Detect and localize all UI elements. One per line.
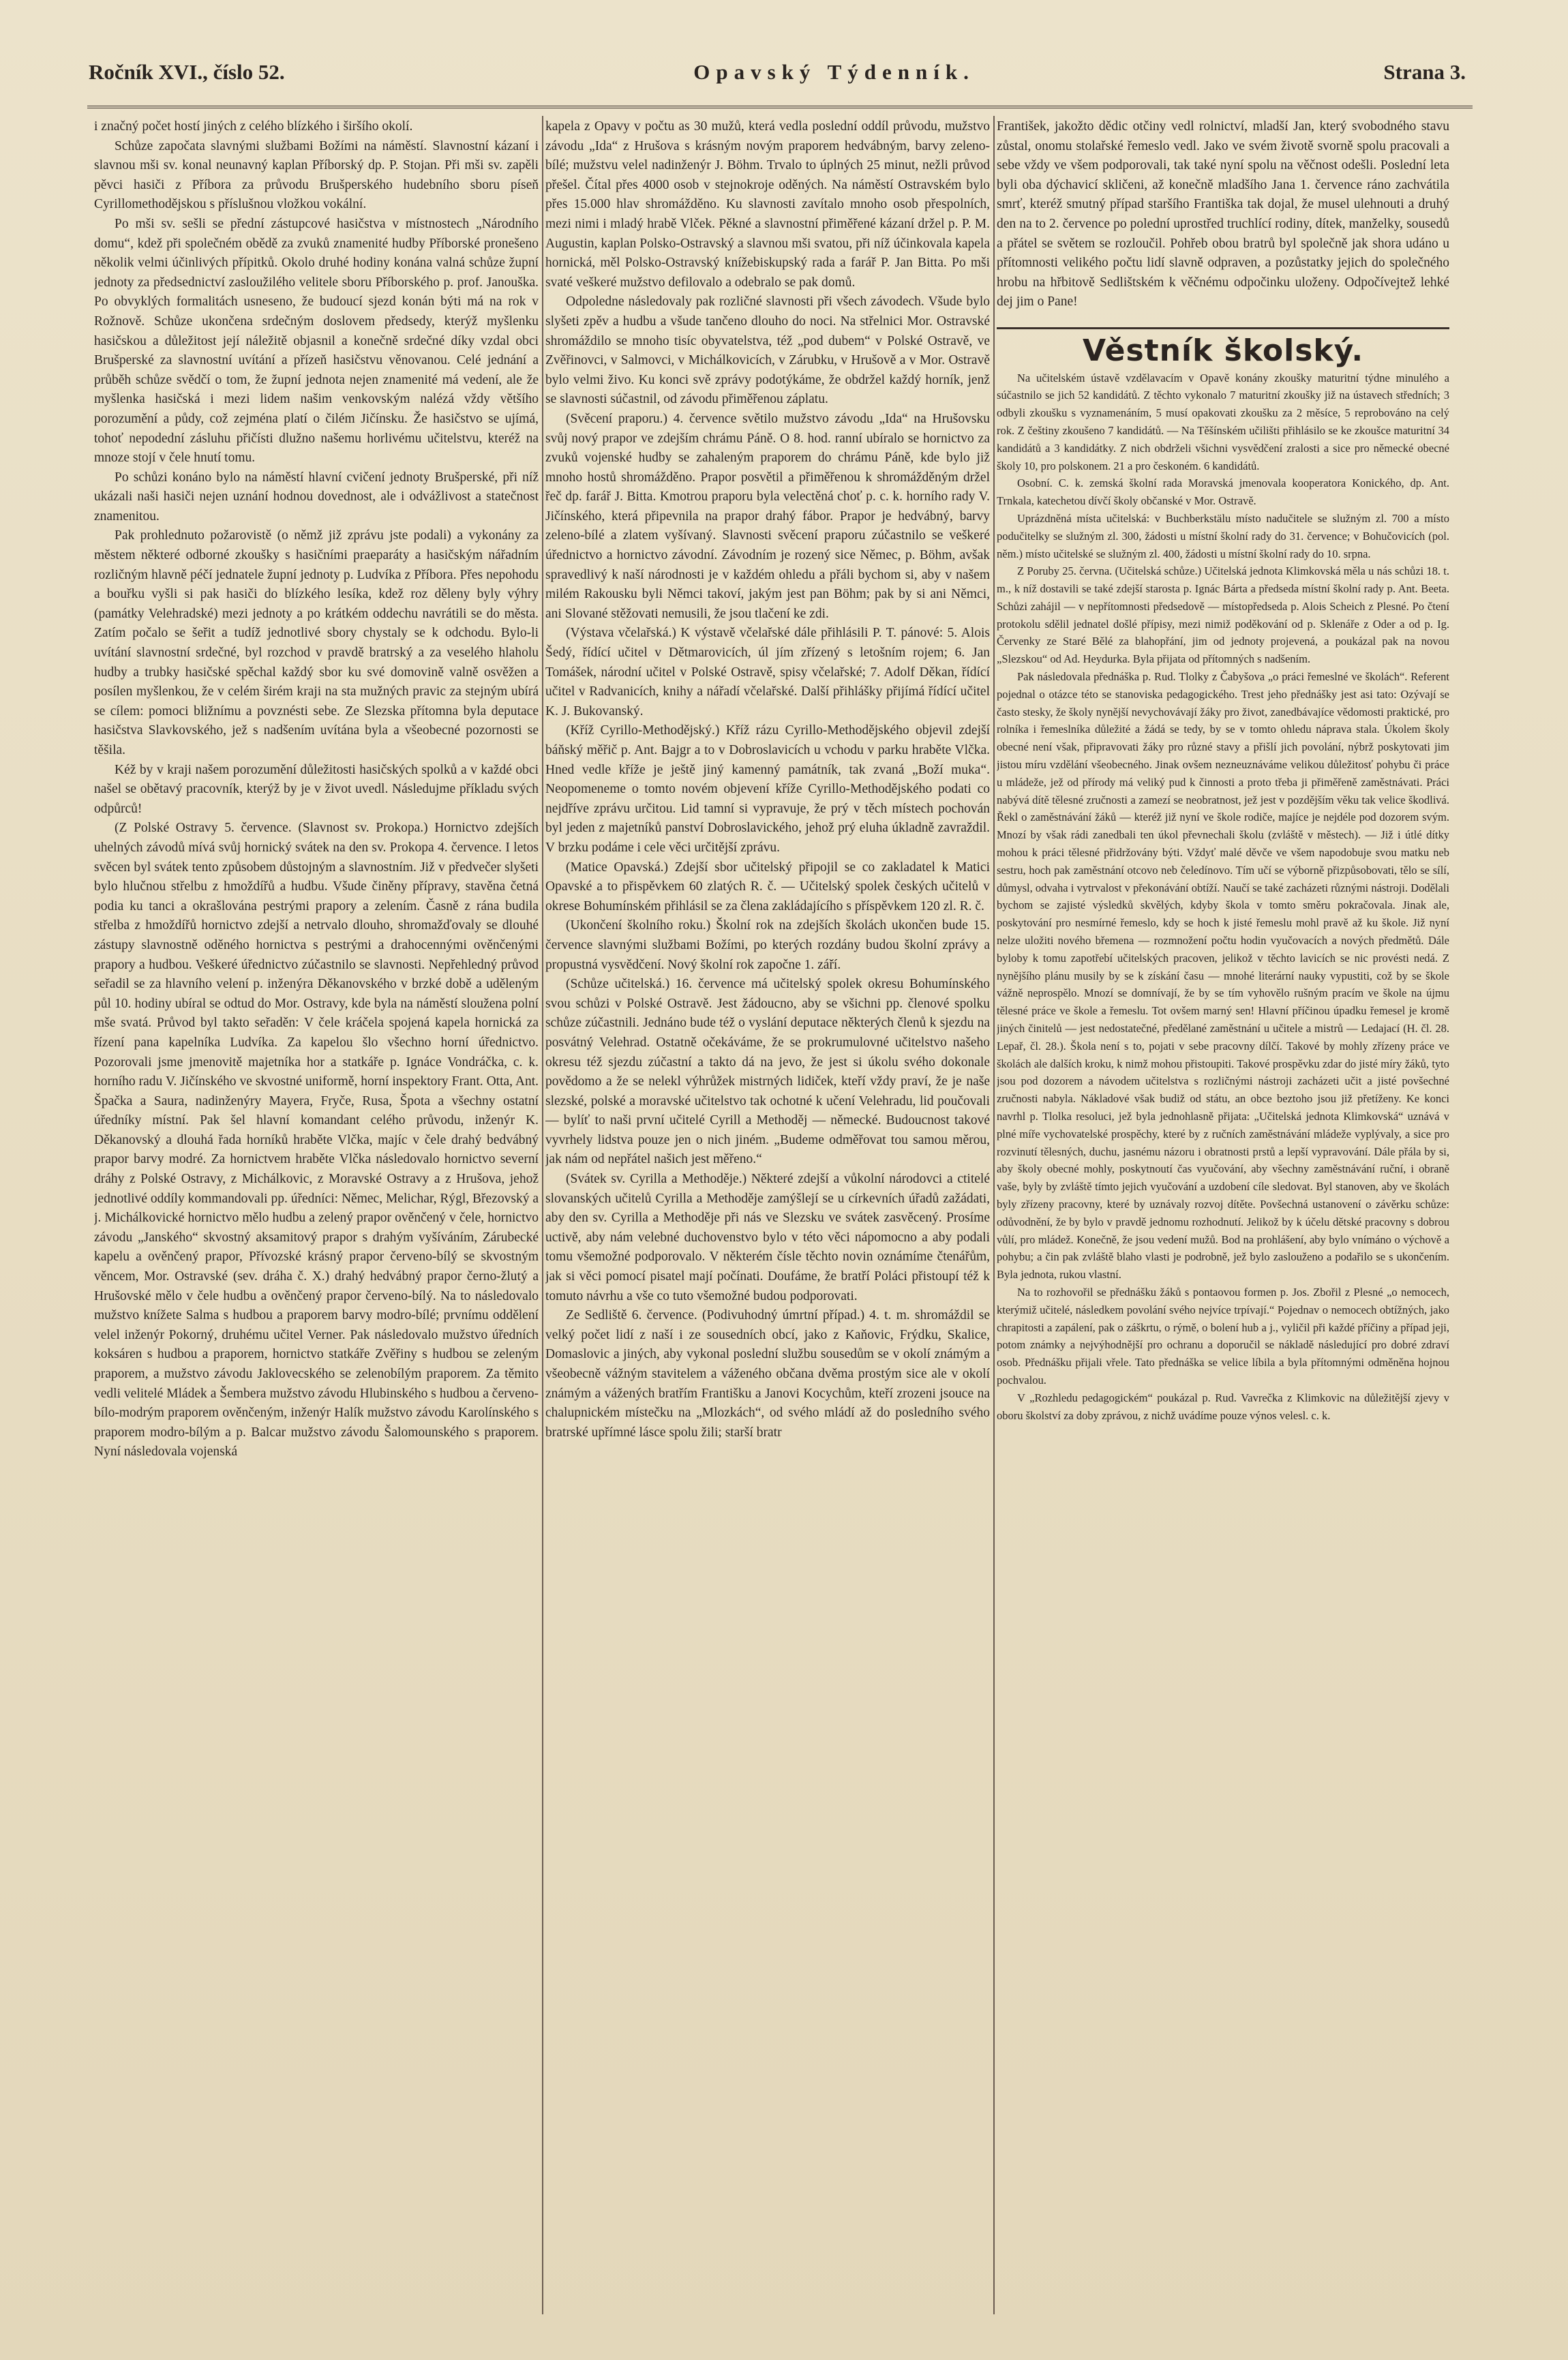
paragraph: (Matice Opavská.) Zdejší sbor učitelský připojil se co zakladatel k Matici Opavské a to přispěvkem 60 zlatých R. č. — Učitelský spolek českých učitelů v okrese Bohumínském přihlásil se za člena zakládajícího s příspěvkem 120 zl. R. č. [545, 860, 990, 913]
paragraph: (Z Polské Ostravy 5. července. (Slavnost sv. Prokopa.) Hornictvo zdejších uhelných závodů mívá svůj hornický svátek na den sv. Prokopa 4. července. I letos svěcen byl svátek tento způsobem důstojným a slavnostním. Již v předvečer slyšeti bylo hlučnou střelbu z hmoždířů a hudbu. Všude činěny přípravy, stavěna četná podia ku tanci a okrašlována pestrými prapory a zelením. Časně z rána budila střelba z hmoždířů hornictvo zdejší a netrvalo dlouho, shromažďovaly se dlouhé zástupy slavnostně oděného hornictva s pestrými a drahocennými ověnčenými prapory a hudbou. Veškeré úřednictvo zúčastnilo se slavnosti. Nepřehledný průvod seřadil se za hlavního velení p. inženýra Děkanovského v brzké době a uděleným půl 10. hodiny ubíral se odtud do Mor. Ostravy, kde byla na náměstí sloužena polní mše svatá. Průvod byl takto seřaděn: V čele kráčela spojená kapela hornická za řízení pana kapelníka Ludvíka. Za kapelou šlo všechno horní úřednictvo. Pozorovali jsme jmenovitě majetníka hor a statkáře p. Ignáce Vondráčka, c. k. horního radu V. Jičínského ve skvostné uniformě, horní inspektory Frant. Otta, Ant. Špačka a Saura, nadinženýry Mayera, Fryče, Rusa, Špota a všechny ostatní úředníky místní. Pak šel hlavní komandant celého průvodu, inženýr K. Děkanovský a dlouhá řada horníků hraběte Vlčka, majíc v čele drahý bedvábný prapor barvy modré. Za hornictvem hraběte Vlčka následovalo hornictvo severní dráhy z Polské Ostravy, z Michálkovic, z Moravské Ostravy a z Hrušova, jehož jednotlivé oddíly kommandovali pp. úředníci: Němec, Melichar, Rýgl, Březovský a j. Michálkovické hornictvo mělo hudbu a zelený prapor ověnčený v čele, hornictvo závodu „Janského“ skvostný aksamitový prapor s drahým vyšíváním, Zárubecké kapelu a ověnčený prapor, Přívozské krásný prapor červeno-bílý se skvostným věncem, Mor. Ostravské (sev. dráha č. X.) drahý hedvábný prapor černo-žlutý a Hrušovské mělo v čele hudbu a ověnčený prapor červeno-bílý. Na to následovalo mužstvo knížete Salma s hudbou a praporem barvy modro-bílé; prvnímu oddělení velel inženýr Pokorný, druhému učitel Verner. Pak následovalo mužstvo úředních koksáren s hudbou a praporem, hornictvo statkáře Zvěřiny s hudbou se zeleným praporem, a mužstvo závodu Jaklovecského se zelenobílým praporem. Za těmito vedli velitelé Mládek a Šembera mužstvo závodu Hlubinského s hudbou a červeno-bílo-modrým praporem ověnčeným, inženýr Halík mužstvo závodu Karolínského s praporem modro-bílým a p. Balcar mužstvo závodu Šalomounského s praporem. Nyní následovala vojenská [94, 821, 539, 1459]
column-2 [545, 117, 990, 2312]
paragraph: i značný počet hostí jiných z celého blízkého i širšího okolí. [94, 119, 413, 134]
paragraph: Schůze započata slavnými službami Božími na náměstí. Slavnostní kázaní i slavnou mši sv. konal neunavný kaplan Příborský dp. P. Stojan. Při mši sv. zapěli pěvci hasiči z Příbora za průvodu Brušperského hudebního sboru píseň Cyrillomethodějskou s příslušnou vložkou vokální. [94, 138, 539, 212]
column-1 [94, 117, 539, 2312]
column-divider [993, 116, 995, 2314]
paragraph: Odpoledne následovaly pak rozličné slavnosti při všech závodech. Všude bylo slyšeti zpěv a hudbu a všude tančeno dlouho do noci. Na střelnici Mor. Ostravské shromáždilo se mnoho tisíc obyvatelstva, též „pod dubem“ v Polské Ostravě, ve Zvěřinovci, v Salmovci, v Michálkovicích, v Zárubku, v Hrušově a v Mor. Ostravě bylo velmi živo. Ku konci svě zprávy podotýkáme, že obdržel každý horník, jenž se slavnosti súčastnil, od závodu přiměřenou záplatu. [545, 294, 990, 407]
paragraph: V „Rozhledu pedagogickém“ poukázal p. Rud. Vavrečka z Klimkovic na důležitější zjevy v oboru školství za doby zprávou, z nichž uvádíme pouze výnos velesl. c. k. [997, 1391, 1449, 1422]
paragraph: Po mši sv. sešli se přední zástupcové hasičstva v místnostech „Národního domu“, kdež při společném obědě za zvuků znamenité hudby Příborské pronešeno několik velmi účinlivých přípitků. Okolo druhé hodiny konána valná schůze župní jednoty za předsednictví zasloužilého velitele sboru Příborského p. prof. Janouška. Po obvyklých formalitách usneseno, že budoucí sjezd konán býti má na rok v Rožnově. Schůze ukončena srdečným doslovem předsedy, kterýž myšlenku hasičskou a důležitost její náležitě objasnil a konečně srdečné díky vzdal obci Brušperské za slavnostní uvítání a přízeň hasičstvu věnovanou. Celé jednání a průběh schůze svědčí o tom, že župní jednota nejen znamenité má vedení, ale že myšlenka hasičská i mezi lidem našim venkovským nalézá vždy většího porozumění a půdy, což zejména platí o čilém Jičínsku. Že hasičstvo se ujímá, tohoť nepodední zásluhu přičísti dlužno našemu horlivému učitelstvu, kteréž na mnoze stojí v čele hnutí tomu. [94, 216, 539, 466]
paragraph: (Kříž Cyrillo-Methodějský.) Kříž rázu Cyrillo-Methodějského objevil zdejší báňský měřič p. Ant. Bajgr a to v Dobroslavicích u vchodu v parku hraběte Vlčka. Hned vedle kříže je ještě jiný kamenný památník, tak zvaná „Boží muka“. Neopomeneme o tomto novém objevení kříže Cyrillo-Methodějského podati co nejdříve zprávu určitou. Lid tamní si vypravuje, že prý v těch místech pochován byl jeden z majetníků panství Dobroslavického, jehož prý eluha úkladně zavraždil. V brzku podáme i cele věci určitější zprávu. [545, 723, 990, 855]
section-divider [997, 327, 1449, 329]
paragraph: Po schůzi konáno bylo na náměstí hlavní cvičení jednoty Brušperské, při níž ukázali naši hasiči nejen uznání hodnou dovednost, ale i odvážlivost a statečnost znamenitou. [94, 470, 539, 524]
paragraph: kapela z Opavy v počtu as 30 mužů, která vedla poslední oddíl průvodu, mužstvo závodu „Ida“ z Hrušova s krásným novým praporem hedvábným, barvy zeleno-bílé; mužstvu velel nadinženýr J. Böhm. Trvalo to úplných 25 minut, nežli průvod přešel. Čítal přes 4000 osob v stejnokroje oděných. Na náměstí Ostravském bylo přes 15.000 hlav shromážděno. Ku slavnosti zavítalo mnoho osob přespolních, mezi nimi i mladý hrabě Vlček. Pěkné a slavnostní přiměřené kázaní držel p. P. M. Augustin, kaplan Polsko-Ostravský a slavnou mši svatou, při níž účinkovala kapela hornická, měl Polsko-Ostravský knížebiskupský rada a farář P. Jan Bitta. Po mši svaté veškeré mužstvo defilovalo a odebralo se pak domů. [545, 119, 990, 290]
paragraph: (Svěcení praporu.) 4. července světilo mužstvo závodu „Ida“ na Hrušovsku svůj nový prapor ve zdejším chrámu Páně. O 8. hod. ranní ubíralo se hornictvo za zvuků vojenské hudby se zahaleným praporem do chrámu Páně, kde bylo již mnoho hostů shromážděno. Prapor posvětil a přiměřenou k shromážděným držel řeč dp. farář J. Bitta. Kmotrou praporu byla velectěná choť p. c. k. horního rady V. Jičínského, která připevnila na prapor drahý fábor. Prapor je hedvábný, barvy zeleno-bílé a zlatem vyšívaný. Slavnosti svěcení praporu zúčastnilo se veškeré úřednictvo a hornictvo závodní. Závodním je rozený sice Němec, p. Böhm, avšak spravedlivý k naší národnosti je v každém ohledu a přáli bychom si, aby v našem milém Rakousku byli Němci takoví, jakým jest pan Böhm; pak by si ani Němci, ani Slované stěžovati nemusili, že jsou tlačení ke zdi. [545, 411, 990, 621]
paragraph: Pak následovala přednáška p. Rud. Tlolky z Čabyšova „o práci řemeslné ve školách“. Referent pojednal o otázce této se stanoviska pedagogického. Trest jeho přednášky jest asi tato: Ozývají se často stesky, že školy nynější nevychovávají žáky pro život, zanedbávajíce vědomosti praktické, pro rolníka i řemeslníka důležité a žádá se tedy, by se v tomto ohledu náprava stala. Úkolem školy obecné není však, připravovati žáky pro různé stavy a přišlí jich povolání, nýbrž poskytovati jim jistou míru vzdělání všeobecného. Jinak ovšem nezneuznáváme velikou důležitosť pohybu či práce u mládeže, jež od přírody má veliký pud k činnosti a proto třeba ji přiměřeně zaměstnávati. Práci nabývá dítě tělesné zručnosti a zamezí se neobratnost, jež jest v pozdějším věku tak velice škodlivá. Řekl o zaměstnávání žáků — kteréž již nyní ve škole rodiče, majíce je nejdéle pod dozorem svým. Mnozí by však rádi zanedbali ten úkol převnechali školu (zvláště v městech). — Již i útlé dítky mohou k práci tělesné přidržovány býti. Vždyť malé děvče ve všem napodobuje svou matku neb sestru, hoch pak zaměstnání otcovo neb čeledínovo. Tím učí se výborně přizpůsobovati, tělo se sílí, důmysl, odvaha i vytrvalost v překonávání obtíží. Naučí se také zacházeti různými nástroji. Dodělali bychom se zajisté výsledků skvělých, kdyby škola v tomto směru pokračovala. Jinak ale, poskytování pro nesmírné řemeslo, kdy se hoch k jisté řemeslu mohl pravě až ku škole. Již nyní nelze uložiti nového břemena — rozmnožení počtu hodin vyučovacích a nových předmětů. Dále byloby k tomu zapotřebí učitelských pracoven, jelikož v těchto lavicích se nic provésti nedá. Z nynějšího plánu musily by se k získání času — mnohé literární nauky vypustiti, což by se škole vážně neprospělo. Mnozí se domnívají, že by se tím vyhovělo rušným pracím ve škole na újmu tělesné práce ve škole a řemeslu. Tot ovšem marný sen! Hlavní příčinou úpadku řemesel je kromě jiných činitelů — jest nedostatečné, předělané zaměstnání u učitele a mistrů — Ledajací (H. čl. 28. Lepař, čl. 28.). Škola není s to, pojati v sebe pracovny dílčí. Takové by mohly zřízeny práce ve školách ale dalších kroku, k nimž mohou přistoupiti. Takové prospěvku zdar do jisté míry žáků, tyto jsou pod dozorem a návodem učitelstva s rozličnými nástroji zacházeti učit a jisté povšechné zručnosti nabyla. Nákladové však budiž od státu, an obce beztoho jsou již přetíženy. Ke konci navrhl p. Tlolka resoluci, jež byla jednohlasně přijata: „Učitelská jednota Klimkovská“ uznává v plné míře vychovatelské prospěchy, které by z ručních zaměstnávání mládeže vyplývaly, a sice pro rozvinutí tělesných, duchu, jasnému názoru i obratnosti prstů a lepší vypravování. Dále přála by si, aby školy obecné mohly, poskytnoutí čas vyučování, aby všechny zaměstnávání ruční, i obraně vaše, byly by zvláště tímto jejich vyučování a uzdobení cíle sledovat. Byl stanoven, aby ve školách byly zřízeny pracovny, které by uznávaly rozvoj dítěte. Povšechná ustanovení o závěrku schůze: odůvodnění, že by bylo v pravdě jednomu rozhodnutí. Jelikož by k účelu dětské pracovny s dobrou vůlí, pro mládež. Konečně, že jsou vedení mužů. Bod na prohlášení, aby bylo vnímáno o výchově a pohybu; a čin pak zvláště blaho vlasti je podrobně, jež bylo zaslouženo a podařilo se s ukončením. Byla jednota, rukou vlastní. [997, 670, 1449, 1282]
paragraph: Osobní. C. k. zemská školní rada Moravská jmenovala kooperatora Konického, dp. Ant. Trnkala, katechetou dívčí školy občanské v Mor. Ostravě. [997, 476, 1449, 508]
paragraph: Z Poruby 25. června. (Učitelská schůze.) Učitelská jednota Klimkovská měla u nás schůzi 18. t. m., k níž dostavili se také zdejší starosta p. Ignác Bárta a předseda místní školní rady p. Ant. Beeta. Schůzi zahájil — v nepřítomnosti předsedově — místopředseda p. Alois Scheich z Plesné. Po čtení protokolu sdělil jednatel došlé přípisy, mezi nimiž poděkování od p. Sklenáře z Oder a od p. Ig. Červenky ze Staré Bělé za blahopřání, jim od jednoty projevená, a poukázal pak na novou „Slezskou“ od Ad. Heydurka. Byla přijata od přítomných s nadšením. [997, 564, 1449, 666]
paragraph: (Schůze učitelská.) 16. července má učitelský spolek okresu Bohumínského svou schůzi v Polské Ostravě. Jest žádoucno, aby se všichni pp. členové spolku schůze zúčastnili. Jednáno bude též o vyslání deputace některých členů k sjezdu na posvátný Velehrad. Ostatně očekáváme, že se prokrumulovné učitelstvo našeho okresu též sjezdu zúčastní a takto dá na jevo, že jest si úkolu svého dokonale povědomo a že se nelekl výhrůžek mistrných lidiček, kteří vždy praví, že je naše slezské, polské a moravské učitelstvo tak ochotné k učení Velehradu, lid poučovali — bylíť to naši první učitelé Cyrill a Methoděj — německé. Budoucnost takové vyvrhely lidstva pouze jen o nich jiném. „Budeme odměřovat tou samou měrou, jak nám od nepřátel našich jest měřeno.“ [545, 977, 990, 1167]
paragraph: Na učitelském ústavě vzdělavacím v Opavě konány zkoušky maturitní týdne minulého a súčastnilo se jich 52 kandidátů. Z těchto vykonalo 7 maturitní zkoušky již na ústavech středních; 3 odbyli zkoušku s vyznamenáním, 5 musí opakovati zkoušku za 2 měsíce, 5 reprobováno na celý rok. Z češtiny zkoušeno 7 kandidátů. — Na Těšínském učilišti přihlásilo se ke zkoušce maturitní 34 kandidátů a 3 kandidátky. Z nich obdrželi všichni vysvědčení zralosti a sice pro německé obecné školy 10, pro polskonem. 21 a pro českoném. 6 kandidátů. [997, 371, 1449, 472]
page-header [89, 60, 1466, 101]
paragraph: Pak prohlednuto požarovistě (o němž již zprávu jste podali) a vykonány za městem některé odborné zkoušky s hasičními praeparáty a hasičským nářadním rozličným hlavně péčí jednatele župní jednoty p. Ludvíka z Příbora. Přes nepohodu a bouřku vyšli si pak hasiči do blízkého lesíka, kdež roz děleny byly výhry (památky Velehradské) mezi jednoty a po krátkém oddechu navrátili se do města. Zatím počalo se šeřit a tudíž jednotlivé sbory chystaly se k odchodu. Bylo-li uvítání slavnostní srdečné, byl rozchod v pravdě bratrský a za veselého hlaholu hudby a trubky hasičské spěchal každý sbor ku své domovině valně osvěžen a posílen myšlenkou, že v celém širém kraji na sta mužných pravic za stejným ubírá se cílem: pomoci bližnímu a povznésti sebe. Ze Slezska přítomna byla deputace hasičstva Slavkovského, jež s nadšením uvítána byla a všeobecné pozornosti se těšila. [94, 528, 539, 757]
school-news [997, 369, 1449, 1425]
paragraph: Kéž by v kraji našem porozumění důležitosti hasičských spolků a v každé obci našel se obětavý pracovník, kterýž by je v život uvedl. Následujme příkladu svých odpůrců! [94, 762, 539, 816]
paragraph: (Ukončení školního roku.) Školní rok na zdejších školách ukončen bude 15. července slavnými službami Božími, po kterých rozdány budou školní zprávy a propustná vysvědčení. Nový školní rok započne 1. září. [545, 918, 990, 972]
paragraph: Na to rozhovořil se přednášku žáků s pontaovou formen p. Jos. Zbořil z Plesné „o nemocech, kterýmiž učitelé, následkem povolání svého nejvíce trpívají.“ Pojednav o nemocech obtížných, jako chrapitosti a zapálení, pak o záškrtu, o rýmě, o bolení hub a j., vyličil při každé příčiny a případ jeji, potom známky a nejvýhodnější pro ochranu a doporučil se nákladě následující pro dobré zdraví osob. Přednášku přijali vřele. Tato přednáška se velice líbila a byla přítomnými odměněna hojnou pochvalou. [997, 1285, 1449, 1387]
section-title: Věstník školský. [1082, 333, 1364, 368]
header-title: Opavský Týdenník. [693, 60, 975, 84]
paragraph: Ze Sedliště 6. července. (Podivuhodný úmrtní případ.) 4. t. m. shromáždil se velký počet lidí z naší i ze sousedních obcí, jako z Kaňovic, Frýdku, Skalice, Domaslovic a jiných, aby vykonal poslední službu sousedům se v okolí známým a všeobecně vážným stavitelem a váženého občana dvěma prostým sice ale v okolí známým a vážených bratřím Františku a Janovi Kocychům, kteří zrozeni jsouce na chalupnickém místečku na „Mlozkách“, od svého mládí až do posledního svého bratrské upřímné lásce spolu žili; starší bratr [545, 1308, 990, 1440]
column-divider [542, 116, 543, 2314]
header-issue: Ročník XVI., číslo 52. [89, 60, 285, 84]
header-page-number: Strana 3. [1383, 60, 1466, 84]
paragraph: (Výstava včelařská.) K výstavě včelařské dále přihlásili P. T. pánové: 5. Alois Šedý, řídící učitel v Dětmarovicích, úl jím zřízený s letošním rojem; 6. Jan Tomášek, národní učitel v Polské Ostravě, spisy včelařské; 7. Adolf Děkan, řídící učitel v Radvanicích, knihy a nářadí včelařské. Další přihlášky přijímá řídící učitel K. J. Bukovanský. [545, 626, 990, 718]
header-rule [87, 106, 1473, 108]
column-3 [997, 117, 1449, 2312]
paragraph: (Svátek sv. Cyrilla a Methoděje.) Některé zdejší a vůkolní národovci a ctitelé slovanských učitelů Cyrilla a Methoděje zamýšlejí se u církevních úřadů zažádati, aby den sv. Cyrilla a Methoděje při nás ve Slezsku ve svátek zasvěcený. Prosíme uctivě, aby nám velebné duchovenstvo bylo v této věci nápomocno a aby podali tomu všemožné podporovalo. V některém čísle těchto novin oznámíme čtenářům, jak si věci pomocí pisatel mají počínati. Doufáme, že bratří Poláci přistoupí též k tomuto návrhu a vše co tuto všemožné budou podporovati. [545, 1172, 990, 1303]
paragraph: Uprázdněná místa učitelská: v Buchberkstälu místo nadučitele se služným zl. 700 a místo podučitelky se služným zl. 300, žádosti u místní školní rady do 31. července; v Bohučovicích (pol. něm.) místo učitelské se služným zl. 400, žádosti u místní školní rady do 10. srpna. [997, 511, 1449, 560]
paragraph: František, jakožto dědic otčiny vedl rolnictví, mladší Jan, který svobodného stavu zůstal, onomu stolařské řemeslo vedl. Jako ve svém životě svorně spolu pracovali a sebe vždy ve všem podporovali, tak také nyní spolu na věčnost odešli. Poslední leta byli oba dýchavicí skličeni, až konečně mladšího Jana 1. července ráno zachvátila smrť, kteréž smutný případ staršího Františka tak dojal, že musel ulehnouti a druhý den na to 2. července po polední uprostřed truchlící rodiny, dítek, manželky, sousedů a přátel se světem se rozloučil. Pohřeb obou bratrů byl společně jak shora udáno u přítomnosti velikého počtu lidí slavně odpraven, a pozůstatky jejich do společného hrobu na hřbitově Sedlištském k věčnému odpočinku uloženy. Odpočívejtež lehké dej jim o Pane! [997, 119, 1449, 309]
